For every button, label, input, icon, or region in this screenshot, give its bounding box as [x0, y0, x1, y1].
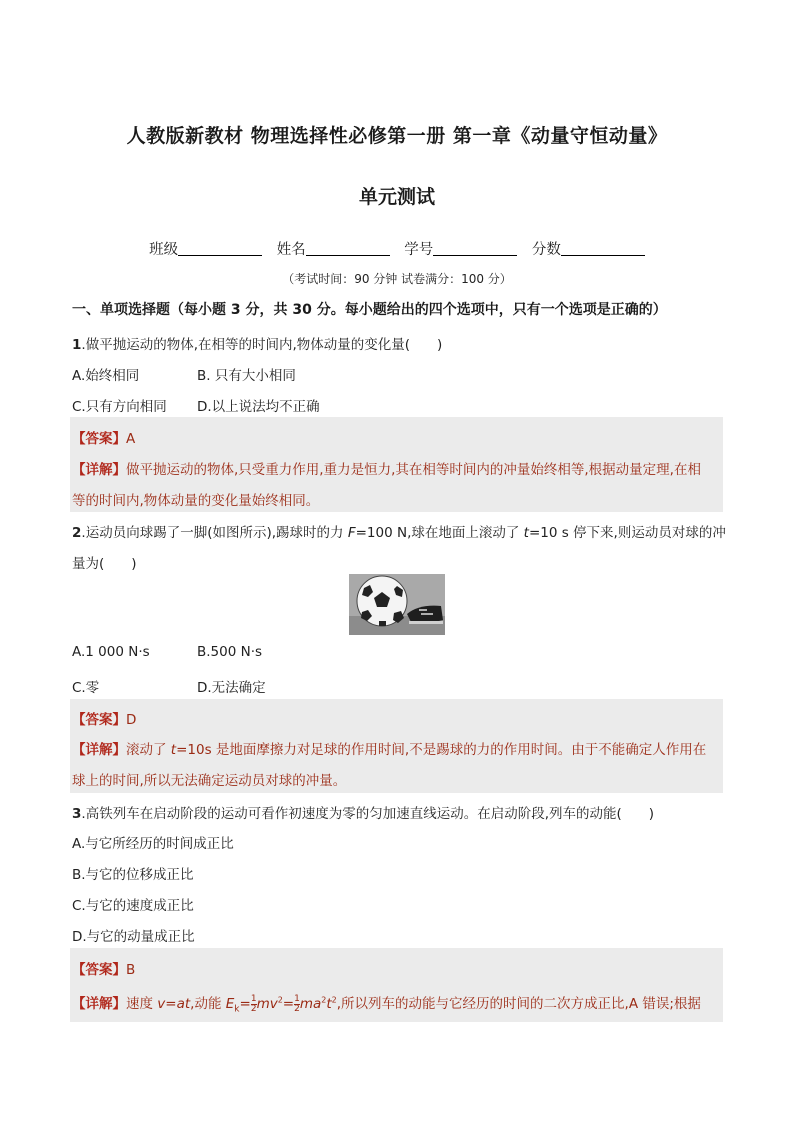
soccer-kick-illustration: [349, 574, 445, 635]
section-heading: 一、单项选择题（每小题 3 分，共 30 分。每小题给出的四个选项中，只有一个选项是正确的）: [72, 302, 667, 318]
q1-stem-text: .做平抛运动的物体,在相等的时间内,物体动量的变化量( ): [81, 337, 443, 353]
q2-answer-value: D: [126, 712, 137, 728]
q2-options-row2: [72, 676, 266, 696]
q2-options-row1: [72, 644, 263, 660]
q2-detail-a: 滚动了: [126, 742, 171, 758]
q3-frac1-den: 2: [250, 1003, 257, 1014]
score-field: [532, 238, 645, 259]
q1-detail-text1: 做平抛运动的物体,只受重力作用,重力是恒力,其在相等时间内的冲量始终相等,根据动量定理,在相: [126, 462, 701, 478]
q2-option-d: D.无法确定: [197, 680, 266, 696]
q3-stem-text: .高铁列车在启动阶段的运动可看作初速度为零的匀加速直线运动。在启动阶段,列车的动能( ): [81, 806, 655, 822]
name-blank: [306, 241, 390, 256]
q2-stem-a: .运动员向球踢了一脚(如图所示),踢球时的力: [81, 525, 348, 541]
q1-detail-line2: [72, 489, 319, 509]
q3-frac1-num: 1: [250, 993, 257, 1004]
soccer-kick-image: [349, 574, 445, 635]
q2-detail-t: t: [170, 742, 177, 758]
q1-option-c: C.只有方向相同: [72, 399, 167, 415]
q3-option-c: C.与它的速度成正比: [72, 898, 194, 914]
q3-detail-eq2: =: [282, 996, 295, 1012]
q3-detail-c: ,所以列车的动能与它经历的时间的二次方成正比,A 错误;根据: [336, 996, 701, 1012]
q3-sup-3: 2: [331, 995, 337, 1005]
q3-detail-k: k: [234, 1004, 240, 1015]
q2-stem-f: F: [347, 525, 356, 541]
q2-option-a: A.1 000 N·s: [72, 644, 150, 660]
q2-answer-tag: 【答案】: [72, 712, 126, 728]
q3-option-d: D.与它的动量成正比: [72, 929, 195, 945]
q1-answer-box: [70, 417, 723, 512]
q1-detail-line1: [72, 458, 701, 478]
q2-stem-line2: 量为( ): [72, 556, 137, 572]
q3-stem: [72, 802, 654, 822]
q3-detail-tag: 【详解】: [72, 996, 126, 1012]
q3-detail-ma: ma: [299, 996, 322, 1012]
q3-number: 3: [72, 806, 82, 822]
q2-detail-tag: 【详解】: [72, 742, 126, 758]
q3-answer: [72, 958, 135, 978]
q3-detail-e: E: [225, 996, 235, 1012]
name-field: [277, 238, 390, 259]
q2-option-c: C.零: [72, 680, 100, 696]
class-blank: [178, 241, 262, 256]
q3-sup-1: 2: [277, 995, 283, 1005]
q1-answer: [72, 427, 135, 447]
q1-stem: [72, 333, 442, 353]
q1-answer-tag: 【答案】: [72, 431, 126, 447]
q1-options-row2: [72, 395, 320, 415]
q3-detail-v: v=at: [157, 996, 191, 1012]
q1-detail-text2: 等的时间内,物体动量的变化量始终相同。: [72, 493, 320, 509]
exam-title: 人教版新教材 物理选择性必修第一册 第一章《动量守恒动量》: [126, 125, 668, 147]
q2-detail-b: =10s 是地面摩擦力对足球的作用时间,不是踢球的力的作用时间。由于不能确定人作用在: [176, 742, 707, 758]
q1-options-row1: [72, 364, 296, 384]
student-id-label: 学号: [404, 242, 434, 258]
q2-stem-t: t: [523, 525, 529, 541]
q1-detail-tag: 【详解】: [72, 462, 126, 478]
q3-detail-a: 速度: [126, 996, 158, 1012]
exam-note: （考试时间：90 分钟 试卷满分：100 分）: [282, 272, 512, 286]
q1-number: 1: [72, 337, 82, 353]
q2-detail-text2: 球上的时间,所以无法确定运动员对球的冲量。: [72, 773, 347, 789]
class-field: [149, 238, 262, 259]
q2-stem-c: =10 s 停下来,则运动员对球的冲: [528, 525, 726, 541]
q1-answer-value: A: [126, 431, 136, 447]
q2-answer: [72, 708, 136, 728]
student-id-blank: [433, 241, 517, 256]
student-id-field: [404, 238, 517, 259]
q2-stem: [72, 521, 726, 541]
q2-number: 2: [72, 525, 82, 541]
q3-option-a: A.与它所经历的时间成正比: [72, 836, 234, 852]
q2-option-b: B.500 N·s: [197, 644, 263, 660]
score-blank: [561, 241, 645, 256]
q1-option-b: B. 只有大小相同: [197, 368, 296, 384]
q1-option-d: D.以上说法均不正确: [197, 399, 320, 415]
q2-detail-line2: [72, 769, 346, 789]
name-label: 姓名: [276, 242, 306, 258]
q2-answer-box: [70, 699, 723, 793]
q1-option-a: A.始终相同: [72, 368, 140, 384]
score-label: 分数: [531, 242, 561, 258]
q3-sup-2: 2: [321, 995, 327, 1005]
student-info-row: [0, 238, 794, 259]
q3-frac2-den: 2: [294, 1003, 300, 1014]
q3-detail-t2: t: [326, 996, 332, 1012]
q3-answer-tag: 【答案】: [72, 962, 126, 978]
q3-detail-mv: mv: [256, 996, 278, 1012]
q3-frac2-num: 1: [294, 993, 300, 1004]
q3-option-b: B.与它的位移成正比: [72, 867, 194, 883]
q3-answer-box: [70, 948, 723, 1022]
q3-detail-eq1: =: [239, 996, 251, 1012]
class-label: 班级: [149, 242, 179, 258]
q2-stem-b: =100 N,球在地面上滚动了: [355, 525, 524, 541]
q3-detail-line1: [72, 992, 701, 1015]
q3-answer-value: B: [126, 962, 136, 978]
q2-detail-line1: [72, 738, 706, 758]
exam-subtitle: 单元测试: [358, 186, 435, 208]
q3-detail-b: ,动能: [190, 996, 226, 1012]
